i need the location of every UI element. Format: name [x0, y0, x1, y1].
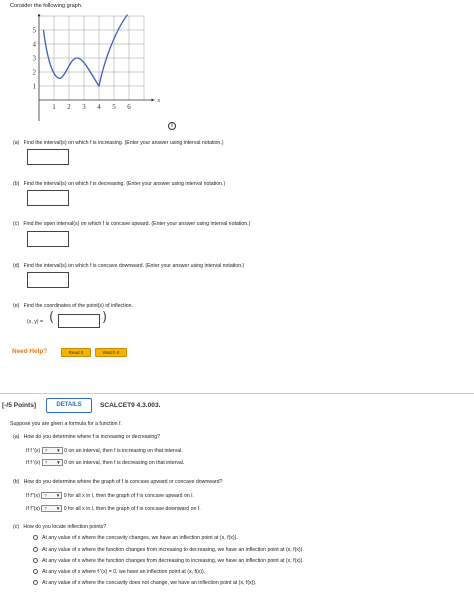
x-axis-label: x [157, 98, 161, 104]
y-tick-label: 3 [32, 54, 36, 63]
inflection-point-input[interactable] [58, 314, 100, 328]
x-tick-label: 3 [82, 103, 86, 111]
part-a-question: (a) How do you determine where f is increasing or decreasing? [13, 434, 161, 440]
part-c-answer-input[interactable] [27, 231, 69, 247]
x-tick-label: 1 [52, 103, 56, 111]
close-paren: ) [102, 310, 108, 325]
question-code: SCALCET9 4.3.003. [100, 402, 161, 409]
chevron-down-icon: ▼ [56, 460, 61, 465]
inflection-option-4[interactable]: At any value of x where f '(x) = 0, we have an inflection point at (x, f(x)). [33, 569, 205, 575]
concave-down-select[interactable]: ? ▼ [41, 505, 62, 512]
xy-label: (x, y) = [27, 319, 43, 325]
x-axis-arrow [152, 99, 155, 102]
need-help-label: Need Help? [12, 348, 48, 355]
open-paren: ( [49, 310, 55, 325]
part-a-text: (a) Find the interval(s) on which f is increasing. (Enter your answer using interval notation.) [13, 140, 224, 146]
inflection-option-3[interactable]: At any value of x where the function changes from decreasing to increasing, we have an inflection point at (x, f(x)). [33, 558, 304, 564]
y-axis-arrow [38, 14, 41, 16]
points-label: [-/5 Points] [2, 402, 37, 409]
part-c-question: (c) How do you locate inflection points? [13, 524, 107, 530]
chevron-down-icon: ▼ [55, 493, 61, 498]
x-tick-label: 6 [127, 103, 131, 111]
y-tick-label: 2 [32, 68, 36, 77]
part-d-text: (d) Find the interval(s) on which f is concave downward. (Enter your answer using interval notation.) [13, 263, 245, 269]
y-tick-label: 1 [32, 82, 36, 91]
function-graph [25, 14, 175, 132]
inflection-option-2[interactable]: At any value of x where the function changes from increasing to decreasing, we have an inflection point at (x, f(x)). [33, 547, 304, 553]
y-tick-label: 5 [32, 26, 36, 35]
x-tick-label: 4 [97, 103, 101, 111]
radio-button [33, 580, 38, 585]
question-intro: Consider the following graph. [10, 3, 83, 9]
radio-button [33, 535, 38, 540]
radio-button [33, 558, 38, 563]
concave-up-select[interactable]: ? ▼ [41, 492, 62, 499]
radio-button [33, 569, 38, 574]
part-e-text: (e) Find the coordinates of the point(s) of inflection. [13, 303, 133, 309]
inflection-option-5[interactable]: At any value of x where the concavity does not change, we have an inflection point at (x, f(x)). [33, 580, 257, 586]
concave-down-row: If f''(x) ? ▼ 0 for all x in I, then the graph of f is concave downward on I. [26, 505, 201, 512]
watch-it-button[interactable]: Watch It [95, 348, 127, 357]
info-icon[interactable]: i [168, 122, 176, 130]
chevron-down-icon: ▼ [56, 448, 61, 453]
y-tick-label: 4 [32, 40, 36, 49]
part-b-question: (b) How do you determine where the graph of f is concave upward or concave downward? [13, 479, 223, 485]
radio-button [33, 547, 38, 552]
decreasing-select[interactable]: ? ▼ [42, 459, 63, 466]
question-divider [0, 393, 474, 394]
x-tick-label: 5 [112, 103, 116, 111]
part-b-answer-input[interactable] [27, 190, 69, 206]
function-curve [44, 15, 128, 86]
part-b-text: (b) Find the interval(s) on which f is decreasing. (Enter your answer using interval notation.) [13, 181, 226, 187]
decreasing-row: If f '(x) ? ▼ 0 on an interval, then f is decreasing on that interval. [26, 459, 185, 466]
read-it-button[interactable]: Read It [61, 348, 91, 357]
increasing-select[interactable]: ? ▼ [42, 447, 63, 454]
chevron-down-icon: ▼ [55, 506, 61, 511]
x-tick-label: 2 [67, 103, 71, 111]
part-d-answer-input[interactable] [27, 272, 69, 288]
part-a-answer-input[interactable] [27, 149, 69, 165]
increasing-row: If f '(x) ? ▼ 0 on an interval, then f is increasing on that interval. [26, 447, 183, 454]
question2-intro: Suppose you are given a formula for a function f. [10, 421, 122, 427]
concave-up-row: If f''(x) ? ▼ 0 for all x in I, then the graph of f is concave upward on I. [26, 492, 195, 499]
inflection-option-1[interactable]: At any value of x where the concavity changes, we have an inflection point at (x, f(x)). [33, 535, 238, 541]
details-button[interactable]: DETAILS [46, 398, 92, 413]
part-c-text: (c) Find the open interval(s) on which f is concave upward. (Enter your answer using interval notation.) [13, 221, 251, 227]
